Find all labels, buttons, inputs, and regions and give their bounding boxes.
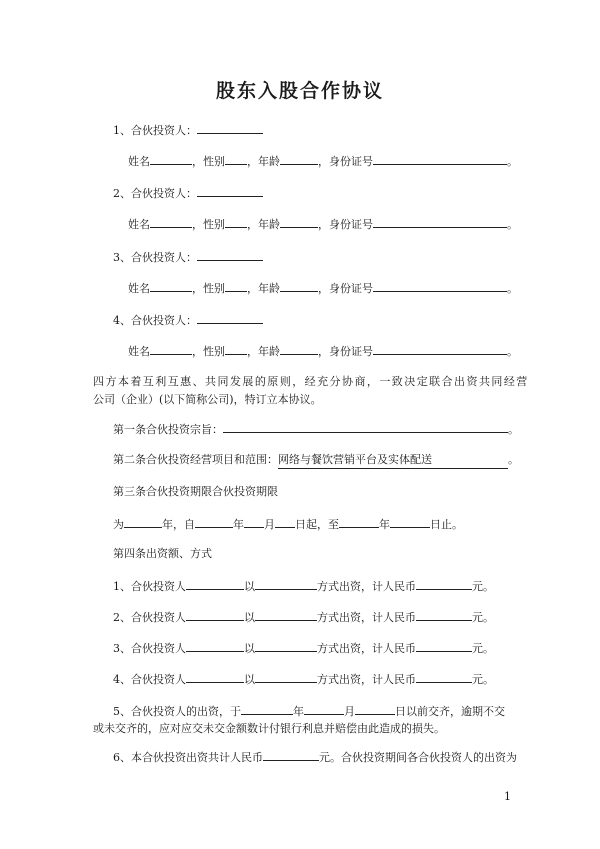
article-1-blank[interactable]: [223, 420, 508, 433]
contribution-text: 合伙投资人: [131, 673, 186, 686]
term-years-blank[interactable]: [124, 515, 162, 528]
investor-1-blank[interactable]: [197, 121, 263, 134]
contribution-text: 元。: [472, 580, 494, 593]
id-label: ，身份证号: [318, 345, 373, 358]
name-blank[interactable]: [150, 279, 192, 292]
contribution-text: 方式出资，计人民币: [317, 580, 416, 593]
investor-1-details: [128, 152, 518, 170]
gender-label: ，性别: [192, 155, 225, 168]
contribution-4: [113, 670, 494, 688]
amount-blank[interactable]: [416, 577, 472, 590]
term-word: 年: [379, 518, 390, 531]
method-blank[interactable]: [255, 639, 317, 652]
contribution-text: 方式出资，计人民币: [317, 642, 416, 655]
investor-blank[interactable]: [186, 639, 244, 652]
clause-5-text: 5、合伙投资人的出资，于: [113, 705, 241, 718]
investor-3-line: [113, 248, 263, 266]
contribution-text: 方式出资，计人民币: [317, 673, 416, 686]
investor-1-number: 1、: [113, 124, 131, 137]
id-label: ，身份证号: [318, 155, 373, 168]
article-4-heading: 第四条出资额、方式: [113, 547, 212, 560]
id-label: ，身份证号: [318, 282, 373, 295]
name-label: 姓名: [128, 282, 150, 295]
contribution-number: 3、: [113, 642, 131, 655]
clause-5-text: 年: [293, 705, 304, 718]
clause-6: [113, 748, 517, 766]
id-blank[interactable]: [373, 279, 507, 292]
name-label: 姓名: [128, 218, 150, 231]
age-blank[interactable]: [280, 342, 318, 355]
name-label: 姓名: [128, 345, 150, 358]
amount-blank[interactable]: [416, 608, 472, 621]
gender-label: ，性别: [192, 345, 225, 358]
gender-label: ，性别: [192, 218, 225, 231]
clause-5-text: 月: [344, 705, 355, 718]
contribution-text: 方式出资，计人民币: [317, 611, 416, 624]
id-blank[interactable]: [373, 152, 507, 165]
investor-2-line: [113, 184, 263, 202]
article-1-end: 。: [508, 423, 519, 436]
contribution-text: 元。: [472, 611, 494, 624]
age-label: ，年龄: [247, 218, 280, 231]
name-blank[interactable]: [150, 215, 192, 228]
clause-5-line-2: 或未交齐的，应对应交未交金额数计付银行利息并赔偿由此造成的损失。: [93, 722, 445, 735]
start-year-blank[interactable]: [195, 515, 233, 528]
age-blank[interactable]: [280, 215, 318, 228]
article-3-heading: 第三条合伙投资期限合伙投资期限: [113, 485, 278, 498]
age-blank[interactable]: [280, 279, 318, 292]
end-mark: 。: [507, 282, 518, 295]
term-word: 月: [264, 518, 275, 531]
contribution-text: 元。: [472, 642, 494, 655]
start-month-blank[interactable]: [244, 515, 264, 528]
term-word: 日起，至: [295, 518, 339, 531]
contribution-text: 合伙投资人: [131, 611, 186, 624]
end-mark: 。: [507, 155, 518, 168]
gender-blank[interactable]: [225, 152, 247, 165]
contribution-2: [113, 608, 494, 626]
investor-3-blank[interactable]: [197, 248, 263, 261]
gender-blank[interactable]: [225, 342, 247, 355]
name-blank[interactable]: [150, 342, 192, 355]
method-blank[interactable]: [255, 670, 317, 683]
investor-1-line: [113, 121, 263, 139]
intro-line-2: 公司（企业）(以下简称公司)，特订立本协议。: [93, 393, 322, 406]
article-1: [113, 420, 519, 438]
term-word: 年: [233, 518, 244, 531]
end-day-blank[interactable]: [390, 515, 430, 528]
term-word: 日止。: [430, 518, 463, 531]
investor-3-number: 3、: [113, 251, 131, 264]
contribution-text: 以: [244, 611, 255, 624]
contribution-text: 元。: [472, 673, 494, 686]
clause-5-month-blank[interactable]: [304, 702, 344, 715]
investor-2-label: 合伙投资人：: [131, 187, 197, 200]
investor-3-label: 合伙投资人：: [131, 251, 197, 264]
investor-2-number: 2、: [113, 187, 131, 200]
clause-5-text: 日以前交齐，逾期不交: [395, 705, 505, 718]
clause-6-text: 元。合伙投资期间各合伙投资人的出资为: [319, 751, 517, 764]
page-number: 1: [504, 790, 511, 803]
gender-blank[interactable]: [225, 215, 247, 228]
contribution-text: 以: [244, 580, 255, 593]
investor-1-label: 合伙投资人：: [131, 124, 197, 137]
contribution-3: [113, 639, 494, 657]
investor-4-blank[interactable]: [197, 311, 263, 324]
investor-4-number: 4、: [113, 314, 131, 327]
investor-2-details: [128, 215, 518, 233]
term-word: 为: [113, 518, 124, 531]
end-year-blank[interactable]: [339, 515, 379, 528]
clause-6-amount-blank[interactable]: [263, 748, 319, 761]
investor-3-details: [128, 279, 518, 297]
end-mark: 。: [507, 218, 518, 231]
article-2: [113, 451, 519, 469]
investor-2-blank[interactable]: [197, 184, 263, 197]
contribution-text: 以: [244, 673, 255, 686]
investor-4-label: 合伙投资人：: [131, 314, 197, 327]
contribution-number: 1、: [113, 580, 131, 593]
article-3-term: [113, 515, 463, 533]
clause-5-day-blank[interactable]: [355, 702, 395, 715]
article-1-label: 第一条合伙投资宗旨：: [113, 423, 223, 436]
end-mark: 。: [507, 345, 518, 358]
contribution-number: 2、: [113, 611, 131, 624]
age-label: ，年龄: [247, 282, 280, 295]
contribution-text: 以: [244, 642, 255, 655]
id-blank[interactable]: [373, 342, 507, 355]
article-2-value[interactable]: 网络与餐饮营销平台及实体配送: [278, 452, 508, 469]
contribution-text: 合伙投资人: [131, 580, 186, 593]
article-2-end: 。: [508, 453, 519, 466]
article-2-label: 第二条合伙投资经营项目和范围：: [113, 453, 278, 466]
gender-label: ，性别: [192, 282, 225, 295]
contribution-text: 合伙投资人: [131, 642, 186, 655]
term-word: 年，自: [162, 518, 195, 531]
clause-5-line-1: [113, 702, 505, 720]
name-blank[interactable]: [150, 152, 192, 165]
investor-4-details: [128, 342, 518, 360]
id-label: ，身份证号: [318, 218, 373, 231]
amount-blank[interactable]: [416, 639, 472, 652]
id-blank[interactable]: [373, 215, 507, 228]
clause-6-text: 6、本合伙投资出资共计人民币: [113, 751, 263, 764]
gender-blank[interactable]: [225, 279, 247, 292]
age-blank[interactable]: [280, 152, 318, 165]
amount-blank[interactable]: [416, 670, 472, 683]
age-label: ，年龄: [247, 345, 280, 358]
investor-blank[interactable]: [186, 670, 244, 683]
age-label: ，年龄: [247, 155, 280, 168]
method-blank[interactable]: [255, 608, 317, 621]
contribution-1: [113, 577, 494, 595]
clause-5-year-blank[interactable]: [241, 702, 293, 715]
investor-blank[interactable]: [186, 608, 244, 621]
contribution-number: 4、: [113, 673, 131, 686]
intro-line-1: 四方本着互利互惠、共同发展的原则，经充分协商，一致决定联合出资共同经营: [93, 375, 529, 388]
page-title: 股东入股合作协议: [215, 80, 384, 102]
name-label: 姓名: [128, 155, 150, 168]
method-blank[interactable]: [255, 577, 317, 590]
investor-blank[interactable]: [186, 577, 244, 590]
investor-4-line: [113, 311, 263, 329]
start-day-blank[interactable]: [275, 515, 295, 528]
